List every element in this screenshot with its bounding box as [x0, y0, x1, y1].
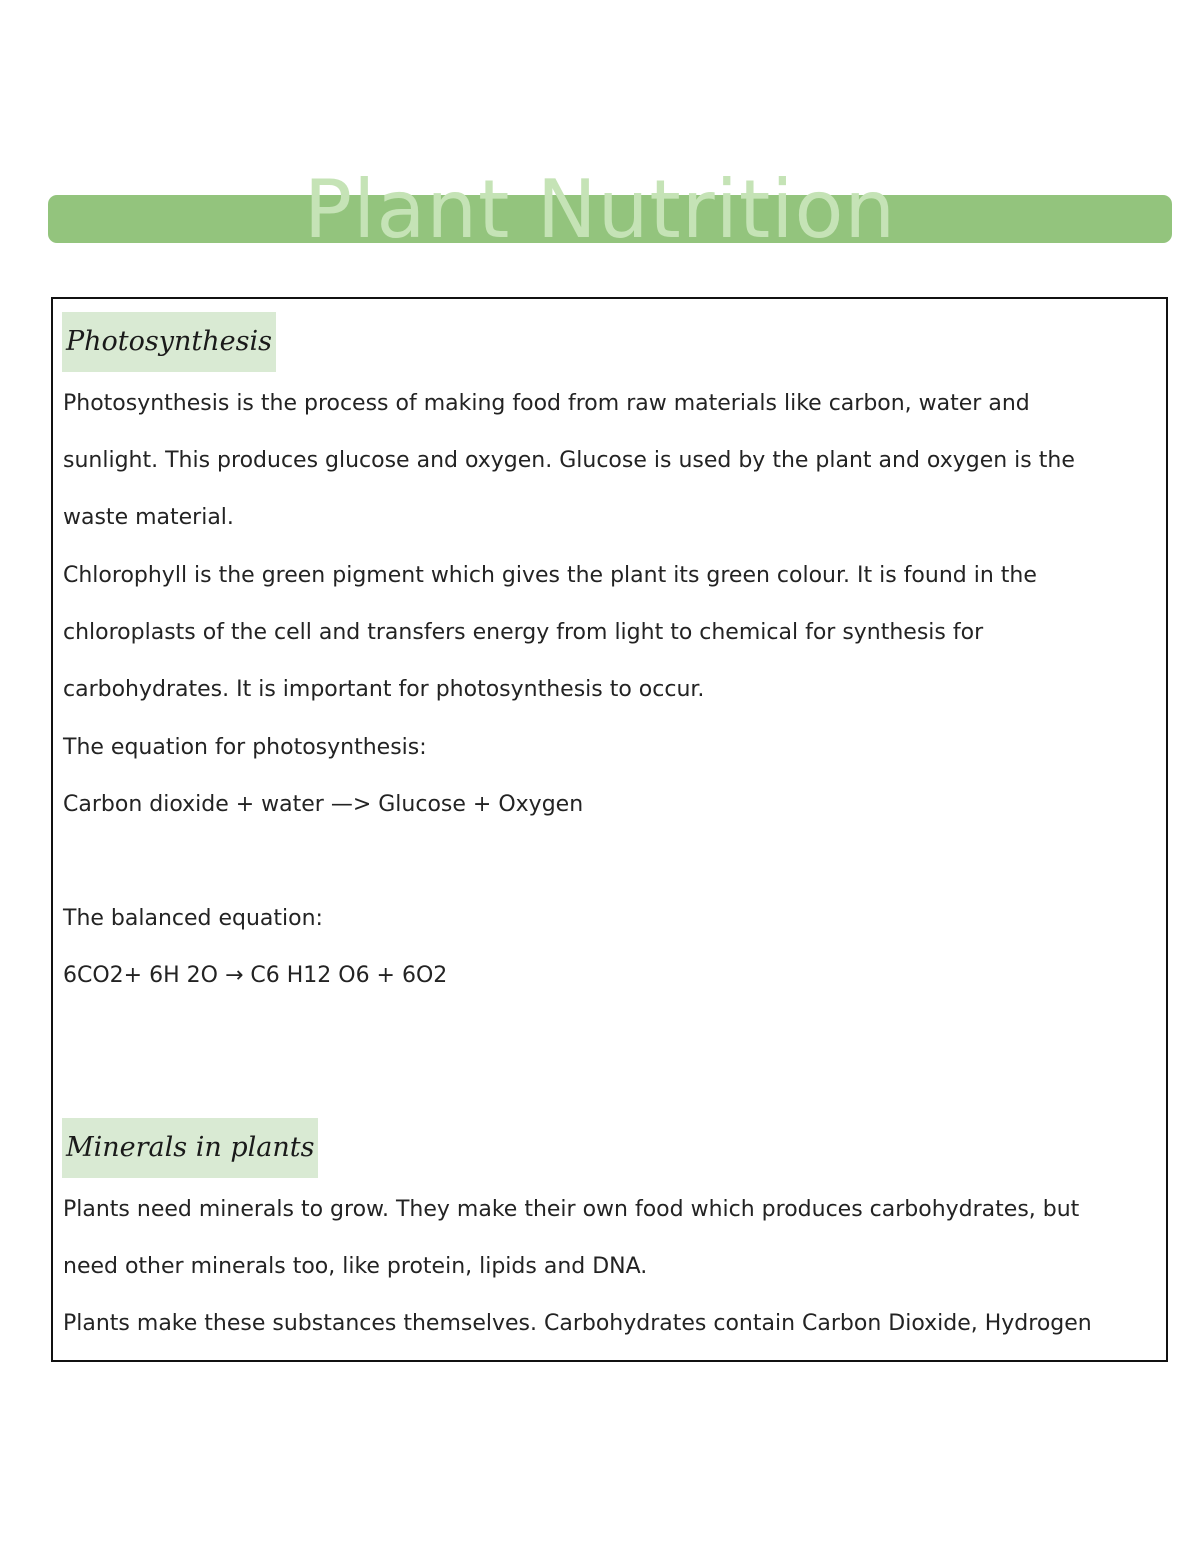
paragraph-line: need other minerals too, like protein, lipids and DNA. — [63, 1254, 648, 1279]
notes-box — [51, 297, 1168, 1362]
section-heading-minerals: Minerals in plants — [62, 1118, 318, 1178]
paragraph-line: waste material. — [63, 505, 234, 530]
paragraph-line: The equation for photosynthesis: — [63, 735, 427, 760]
paragraph-line: Plants make these substances themselves. Carbohydrates contain Carbon Dioxide, Hydrogen — [63, 1311, 1092, 1336]
page-title: Plant Nutrition — [303, 163, 897, 256]
paragraph-line: carbohydrates. It is important for photosynthesis to occur. — [63, 677, 705, 702]
paragraph-line: Chlorophyll is the green pigment which gives the plant its green colour. It is found in the — [63, 563, 1037, 588]
paragraph-line: The balanced equation: — [63, 906, 323, 931]
word-equation: Carbon dioxide + water —> Glucose + Oxygen — [63, 792, 584, 817]
balanced-equation: 6CO2+ 6H 2O → C6 H12 O6 + 6O2 — [63, 963, 448, 988]
paragraph-line: sunlight. This produces glucose and oxygen. Glucose is used by the plant and oxygen is the — [63, 448, 1075, 473]
paragraph-line: Plants need minerals to grow. They make their own food which produces carbohydrates, but — [63, 1197, 1080, 1222]
paragraph-line: chloroplasts of the cell and transfers energy from light to chemical for synthesis for — [63, 620, 984, 645]
paragraph-line: Photosynthesis is the process of making food from raw materials like carbon, water and — [63, 391, 1030, 416]
section-heading-photosynthesis: Photosynthesis — [62, 312, 276, 372]
